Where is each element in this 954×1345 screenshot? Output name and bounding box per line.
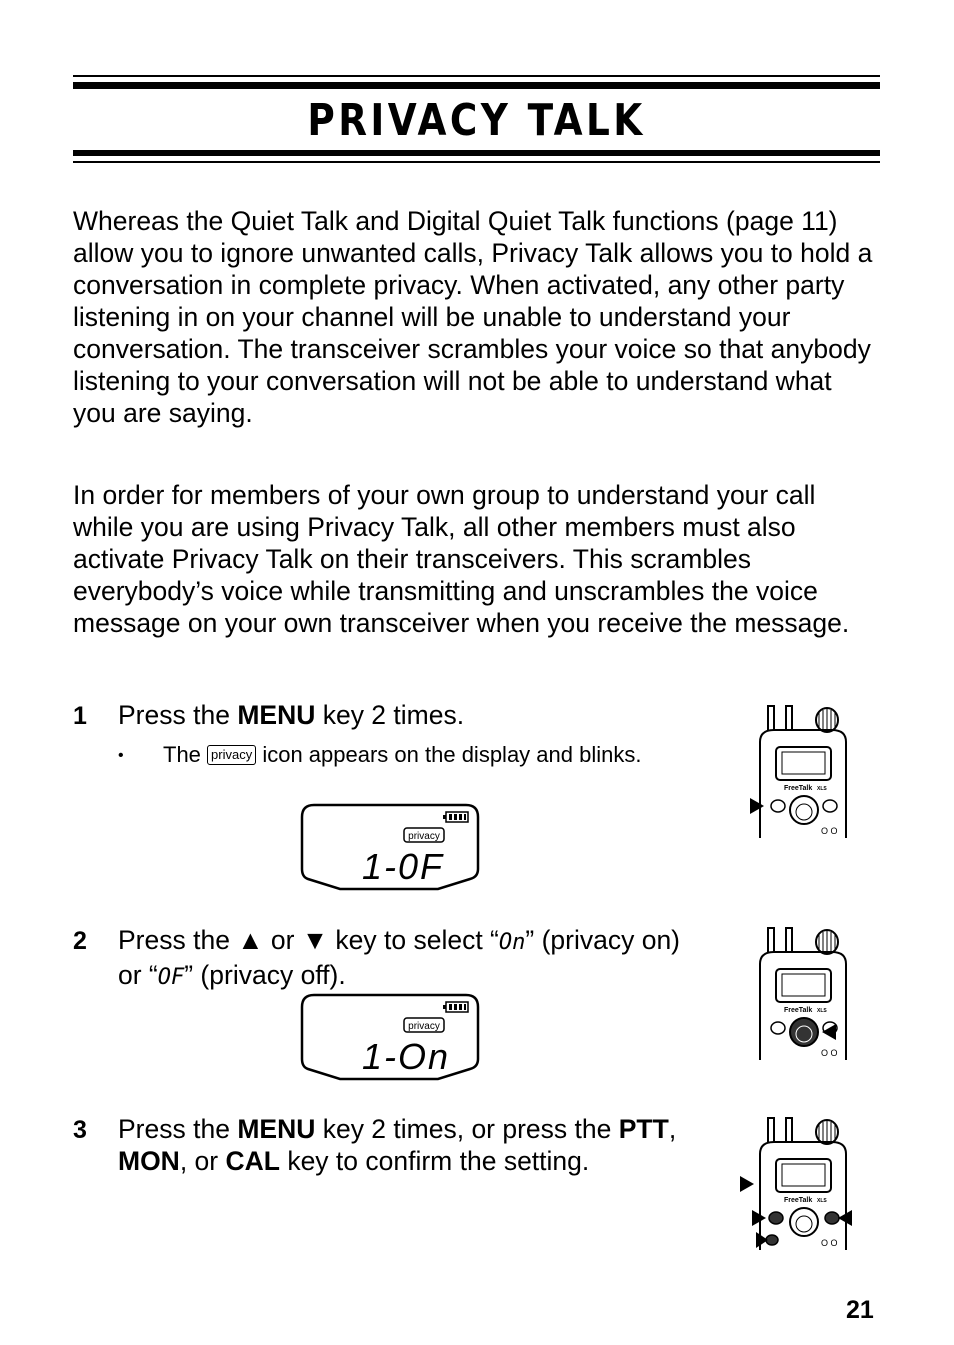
mon-key-pointer-arrow <box>756 1232 768 1248</box>
lcd-readout: 1-0F <box>362 846 445 887</box>
lcd-privacy-icon: privacy <box>408 831 440 842</box>
lcd-display-privacy-on <box>300 993 482 1083</box>
lcd-readout: 1-On <box>362 1036 451 1077</box>
step-1-bullet-text: The privacy icon appears on the display and blinks. <box>163 742 642 767</box>
device-brand-label: FreeTalk <box>784 1007 813 1014</box>
menu-key-label: MENU <box>237 700 316 730</box>
mon-key-label: MON <box>118 1146 180 1176</box>
ptt-key-label: PTT <box>618 1114 669 1144</box>
page-title: PRIVACY TALK <box>307 95 646 146</box>
step-2-number: 2 <box>73 927 87 955</box>
step-3-number: 3 <box>73 1116 87 1144</box>
privacy-on-code: On <box>498 930 526 955</box>
menu-key-label: MENU <box>237 1114 316 1144</box>
intro-paragraph: Whereas the Quiet Talk and Digital Quiet Talk functions (page 11) allow you to ignore unwanted calls, Privacy Talk allows you to hold a conversation in complete privacy. When activated, any other party listening in on your channel will be unable to understand your conversation. The transceiver scrambles your voice so that anybody listening to your conversation will not be able to understand what you are saying. <box>73 206 873 428</box>
device-brand-label: FreeTalk <box>784 785 813 792</box>
transceiver-illustration-1 <box>748 702 854 840</box>
lcd-display-privacy-off <box>300 803 482 893</box>
transceiver-illustration-3 <box>738 1114 854 1252</box>
ptt-key-pointer-arrow <box>740 1176 754 1192</box>
title-rule-top-thin <box>73 75 880 77</box>
device-model-label: XLS <box>817 1008 827 1014</box>
step-2-text: Press the ▲ or ▼ key to select “On” (privacy on) or “OF” (privacy off). <box>118 925 681 990</box>
svg-text:O O: O O <box>821 1238 838 1248</box>
step-1-number: 1 <box>73 702 87 730</box>
title-rule-bottom-thin <box>73 161 880 163</box>
menu-key-pointer-arrow <box>750 798 764 814</box>
cal-key-label: CAL <box>225 1146 280 1176</box>
lcd-privacy-icon: privacy <box>408 1021 440 1032</box>
group-paragraph: In order for members of your own group to understand your call while you are using Privacy Talk, all other members must also activate Privacy Talk on their transceivers. This scrambles everybody’s voice while transmitting and unscrambles the voice message on your own transceiver when you receive the message. <box>73 480 850 638</box>
title-rule-bottom-thick <box>73 150 880 156</box>
device-brand-label: FreeTalk <box>784 1197 813 1204</box>
step-1-text: Press the MENU key 2 times. <box>118 700 465 730</box>
page-number: 21 <box>846 1296 874 1324</box>
device-model-label: XLS <box>817 786 827 792</box>
svg-text:O O: O O <box>821 826 838 836</box>
title-rule-top-thick <box>73 82 880 89</box>
svg-text:O O: O O <box>821 1048 838 1058</box>
step-3-text: Press the MENU key 2 times, or press the PTT, MON, or CAL key to confirm the setting. <box>118 1114 677 1176</box>
device-model-label: XLS <box>817 1198 827 1204</box>
transceiver-illustration-2 <box>748 924 854 1062</box>
privacy-off-code: OF <box>157 965 185 990</box>
step-1-bullet-marker: • <box>118 747 124 764</box>
privacy-icon: privacy <box>207 745 256 765</box>
